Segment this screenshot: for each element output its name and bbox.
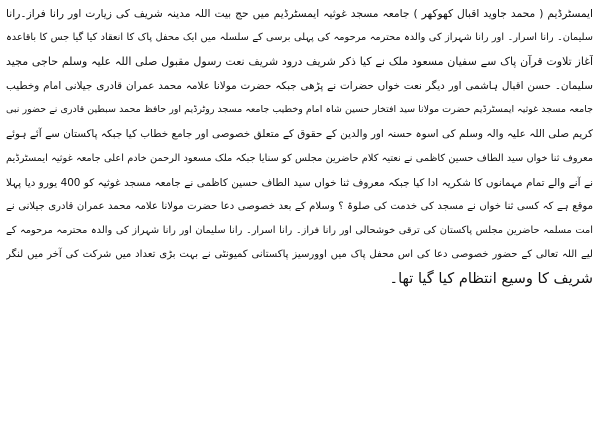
article-line: نے آنے والے تمام مہمانوں کا شکریہ ادا کیا جبکہ معروف ثنا خواں سید الطاف حسین کاظمی نے جامعہ مسجد غوثیہ کو 400 یورو دیا پہلا [6, 176, 593, 189]
article-line: آغاز تلاوت قرآن پاک سے سفیان مسعود ملک نے کیا ذکر شریف درود شریف نعت رسول مقبول صلی اللہ علیہ وسلم حاجی مجید [6, 55, 593, 69]
article-line: کریم صلی اللہ علیہ والہ وسلم کی اسوہ حسنہ اور والدین کے حقوق کے متعلق خصوصی اور جامع خطاب کیا جبکہ پاکستان سے آئے ہوئے [6, 128, 593, 141]
article-line: امت مسلمہ حاضرین مجلس پاکستان کی ترقی خوشحالی اور رانا فراز۔ رانا اسرار۔ رانا سلیمان اور رانا شہراز کی والدہ محترمہ مرحومہ کے [6, 224, 593, 236]
article-line: ایمسٹرڈیم ( محمد جاوید اقبال کھوکھر ) جامعہ مسجد غوثیہ ایمسٹرڈیم میں حج بیت اللہ مدینہ شریف کی زیارت اور رانا فراز۔رانا [6, 7, 593, 20]
article-line: سلیمان۔ حسن اقبال ہاشمی اور دیگر نعت خواں حضرات نے پڑھی جبکہ حضرت مولانا علامہ محمد عمران قادری جیلانی امام وخطیب [6, 80, 593, 93]
article-line: لیے اللہ تعالی کے حضور خصوصی دعا کی اس محفل پاک میں اوورسیز پاکستانی کمیونٹی نے بہت بڑی تعداد میں شرکت کی آخر میں لنگر [6, 248, 593, 260]
article-line: موقع ہے کہ کسی ثنا خواں نے مسجد کی خدمت کی صلوۃ ؟ وسلام کے بعد خصوصی دعا حضرت مولانا علامہ محمد عمران قادری جیلانی نے [6, 200, 593, 212]
article-line: شریف کا وسیع انتظام کیا گیا تھا۔ [389, 270, 593, 288]
article-line: جامعہ مسجد غوثیہ ایمسٹرڈیم حضرت مولانا سید افتخار حسین شاہ امام وخطیب جامعہ مسجد روٹرڈیم اور حافظ محمد سبطین قادری نے حضور نبی [6, 104, 593, 116]
article-line: معروف ثنا خواں سید الطاف حسین کاظمی نے نعتیہ کلام حاضرین مجلس کو سنایا جبکہ ملک مسعود الرحمن خادم اعلی جامعہ غوثیہ ایمسٹرڈیم [6, 152, 593, 164]
article-line: سلیمان۔ رانا اسرار۔ اور رانا شہراز کی والدہ محترمہ مرحومہ کی پہلی برسی کے سلسلہ میں ایک محفل پاک کا انعقاد کیا گیا جس کا باقاعدہ [6, 32, 593, 44]
